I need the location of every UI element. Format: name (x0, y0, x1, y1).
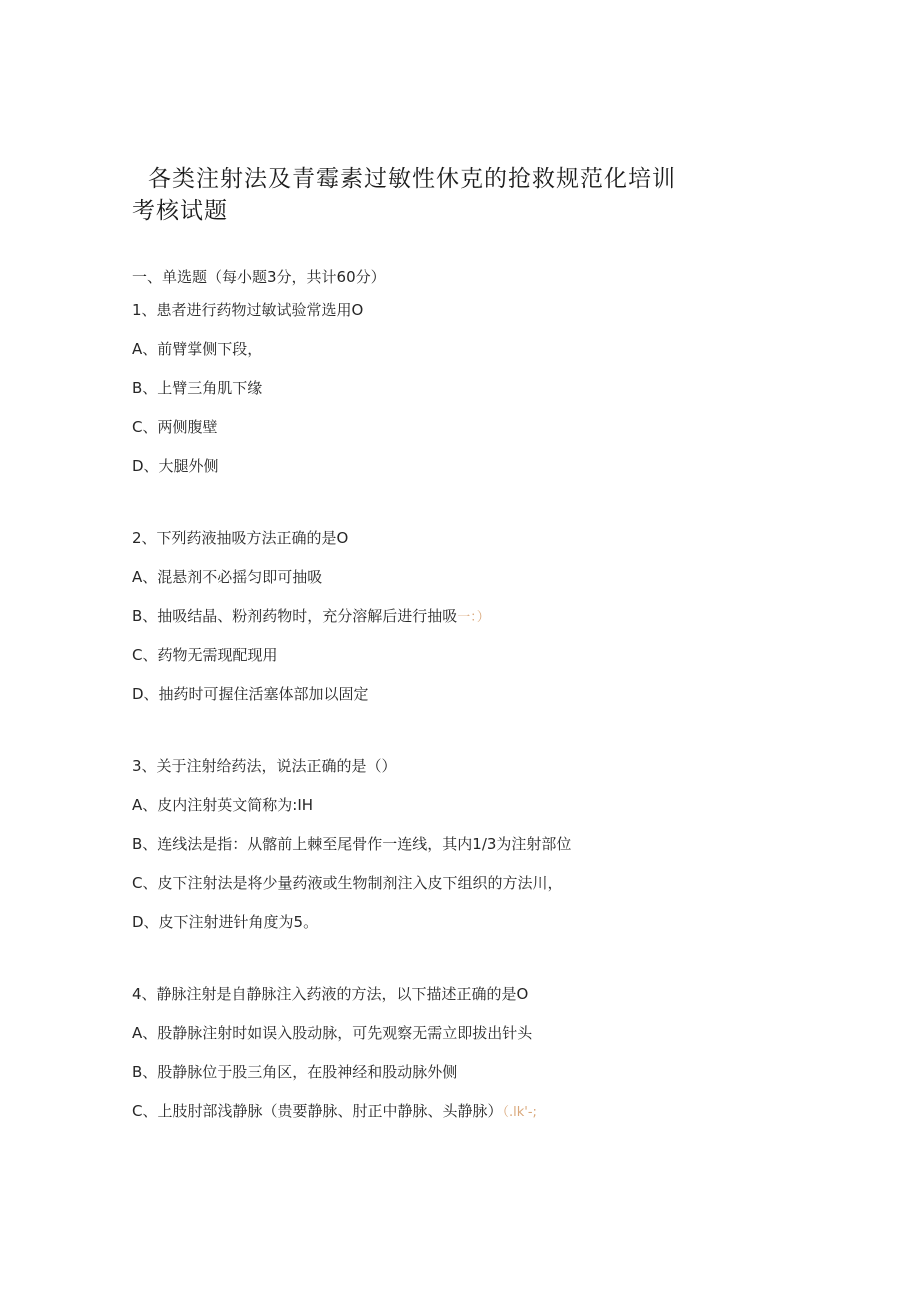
question-2-option-c: C、药物无需现配现用 (132, 646, 278, 664)
question-4-option-c (132, 1101, 537, 1123)
question-4-option-a: A、股静脉注射时如误入股动脉，可先观察无需立即拔出针头 (132, 1024, 533, 1042)
question-1-option-d: D、大腿外侧 (132, 457, 219, 475)
section-header: 一、单选题（每小题3分，共计60分） (132, 268, 386, 286)
question-4-stem: 4、静脉注射是自静脉注入药液的方法，以下描述正确的是O (132, 985, 529, 1003)
question-3-option-d: D、皮下注射进针角度为5。 (132, 913, 319, 931)
question-1-option-c: C、两侧腹壁 (132, 418, 218, 436)
question-3-option-b: B、连线法是指：从髂前上棘至尾骨作一连线，其内1/3为注射部位 (132, 835, 572, 853)
question-1-option-b: B、上臂三角肌下缘 (132, 379, 263, 397)
question-4-option-c-mark: （.lk'-; (502, 1105, 537, 1120)
question-2-option-b-text: B、抽吸结晶、粉剂药物时，充分溶解后进行抽吸 (132, 607, 458, 625)
question-1-stem: 1、患者进行药物过敏试验常选用O (132, 301, 364, 319)
question-4-option-c-text: C、上肢肘部浅静脉（贵要静脉、肘正中静脉、头静脉） (132, 1102, 503, 1120)
question-2-option-a: A、混悬剂不必摇匀即可抽吸 (132, 568, 323, 586)
question-3-option-c: C、皮下注射法是将少量药液或生物制剂注入皮下组织的方法川， (132, 874, 563, 892)
question-3-option-a: A、皮内注射英文简称为:IH (132, 796, 314, 814)
question-2-stem: 2、下列药液抽吸方法正确的是O (132, 529, 349, 547)
question-2-option-b (132, 606, 490, 628)
question-3-stem: 3、关于注射给药法，说法正确的是（） (132, 757, 397, 775)
question-2-option-d: D、抽药时可握住活塞体部加以固定 (132, 685, 369, 703)
question-1-option-a: A、前臂掌侧下段， (132, 340, 263, 358)
question-4-option-b: B、股静脉位于股三角区，在股神经和股动脉外侧 (132, 1063, 458, 1081)
question-2-option-b-mark: 一：） (457, 610, 490, 625)
document-title: 各类注射法及青霉素过敏性休克的抢救规范化培训考核试题 (132, 166, 676, 224)
